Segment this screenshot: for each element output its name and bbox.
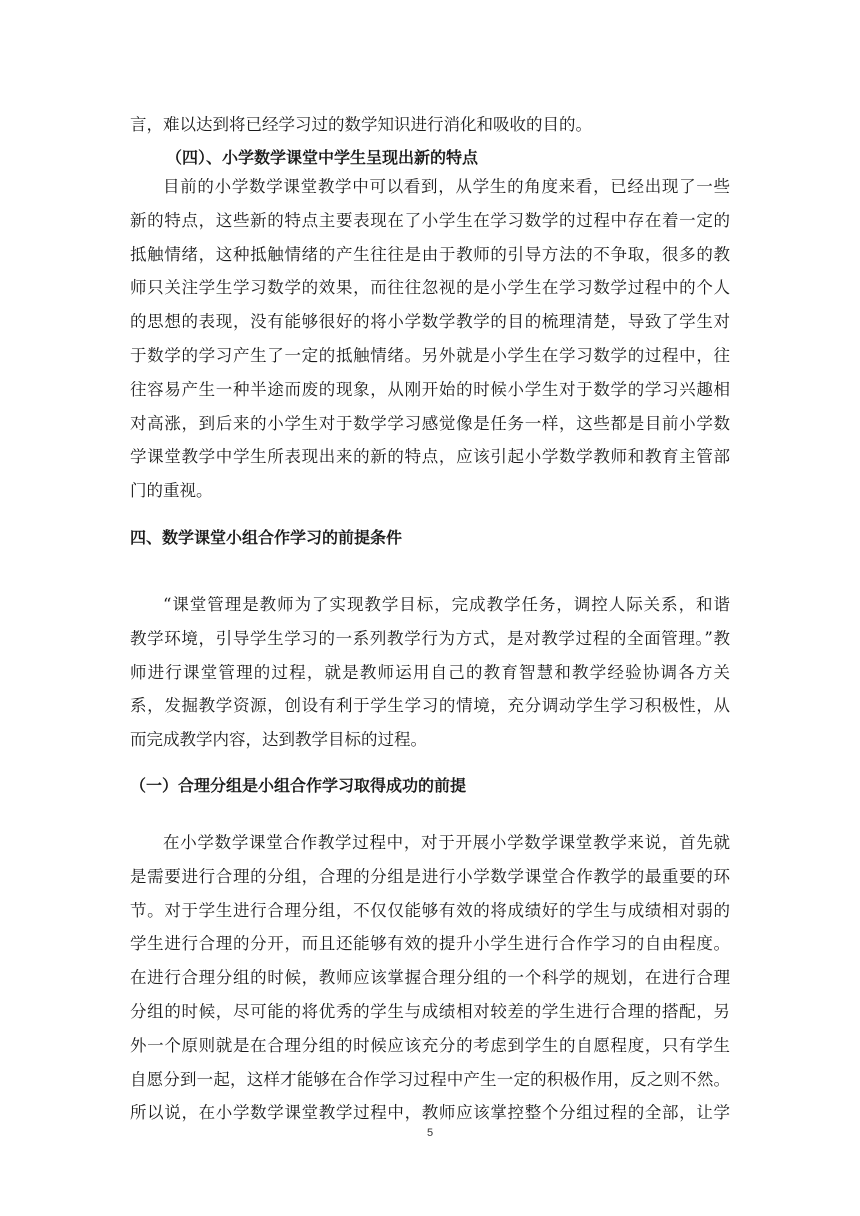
- paragraph-line: 抵触情绪，这种抵触情绪的产生往往是由于教师的引导方法的不争取，很多的教: [130, 244, 730, 264]
- paragraph-line: 师只关注学生学习数学的效果，而往往忽视的是小学生在学习数学过程中的个人: [130, 278, 730, 298]
- paragraph-line: 外一个原则就是在合理分组的时候应该充分的考虑到学生的自愿程度，只有学生: [130, 1035, 730, 1055]
- paragraph-line: 自愿分到一起，这样才能够在合作学习过程中产生一定的积极作用，反之则不然。: [130, 1069, 730, 1089]
- paragraph-line: 教学环境，引导学生学习的一系列教学行为方式，是对教学过程的全面管理。”教: [130, 628, 730, 648]
- body-paragraph: [130, 170, 730, 508]
- paragraph-line: 新的特点，这些新的特点主要表现在了小学生在学习数学的过程中存在着一定的: [130, 210, 730, 230]
- paragraph-line: 的思想的表现，没有能够很好的将小学数学教学的目的梳理清楚，导致了学生对: [130, 312, 730, 332]
- paragraph-line: 在进行合理分组的时候，教师应该掌握合理分组的一个科学的规划，在进行合理: [130, 968, 730, 988]
- paragraph-line: “课堂管理是教师为了实现教学目标，完成教学任务，调控人际关系，和谐: [163, 595, 730, 614]
- paragraph-line: 所以说，在小学数学课堂教学过程中，教师应该掌控整个分组过程的全部，让学: [130, 1103, 730, 1123]
- paragraph-line: 往容易产生一种半途而废的现象，从刚开始的时候小学生对于数学的学习兴趣相: [130, 379, 730, 399]
- paragraph-line: 对高涨，到后来的小学生对于数学学习感觉像是任务一样，这些都是目前小学数: [130, 413, 730, 433]
- paragraph-line: 言，难以达到将已经学习过的数学知识进行消化和吸收的目的。: [130, 115, 592, 134]
- paragraph-line: 学课堂教学中学生所表现出来的新的特点，应该引起小学数学教师和教育主管部: [130, 447, 730, 467]
- paragraph-line: 系，发掘教学资源，创设有利于学生学习的情境，充分调动学生学习积极性，从: [130, 696, 730, 716]
- subsection-heading: （四）、小学数学课堂中学生呈现出新的特点: [166, 148, 479, 167]
- paragraph-line: 学生进行合理的分开，而且还能够有效的提升小学生进行合作学习的自由程度。: [130, 934, 730, 954]
- paragraph-line: 门的重视。: [130, 481, 213, 501]
- paragraph-line: 于数学的学习产生了一定的抵触情绪。另外就是小学生在学习数学的过程中，往: [130, 345, 730, 365]
- paragraph-line: 分组的时候，尽可能的将优秀的学生与成绩相对较差的学生进行合理的搭配，另: [130, 1001, 730, 1021]
- section-heading: 四、数学课堂小组合作学习的前提条件: [130, 528, 403, 547]
- paragraph-line: 师进行课堂管理的过程，就是教师运用自己的教育智慧和教学经验协调各方关: [130, 662, 730, 682]
- body-paragraph: [130, 588, 730, 757]
- paragraph-line: 而完成教学内容，达到教学目标的过程。: [130, 730, 427, 750]
- paragraph-line: 在小学数学课堂合作教学过程中，对于开展小学数学课堂教学来说，首先就: [163, 833, 730, 852]
- paragraph-line: 节。对于学生进行合理分组，不仅仅能够有效的将成绩好的学生与成绩相对弱的: [130, 900, 730, 920]
- continuation-paragraph: [130, 108, 730, 142]
- body-paragraph: [130, 826, 730, 1130]
- paragraph-line: 目前的小学数学课堂教学中可以看到，从学生的角度来看，已经出现了一些: [163, 177, 730, 196]
- paragraph-line: 是需要进行合理的分组，合理的分组是进行小学数学课堂合作教学的最重要的环: [130, 866, 730, 886]
- page-number: 5: [426, 1127, 434, 1139]
- subsection-heading: （一）合理分组是小组合作学习取得成功的前提: [130, 776, 467, 795]
